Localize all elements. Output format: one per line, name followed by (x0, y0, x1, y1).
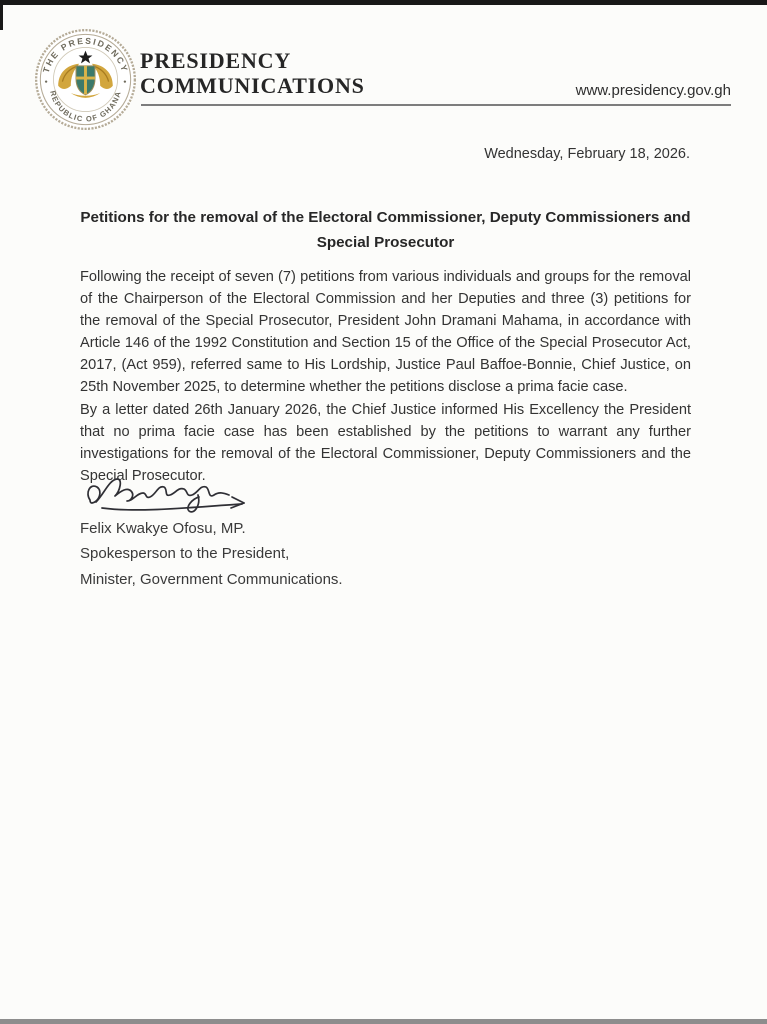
org-name-line1: PRESIDENCY (140, 48, 292, 73)
header-divider (141, 104, 731, 106)
photo-left-border (0, 0, 3, 30)
letter-paragraph-2: By a letter dated 26th January 2026, the Chief Justice informed His Excellency the President that no prima facie case has been established by the petitions to warrant any further investigations for the removal of the Electoral Commissioner, Deputy Commissioners and the Special Prosecutor. (80, 401, 691, 484)
seal-bottom-text: REPUBLIC OF GHANA (48, 89, 123, 124)
seal-top-text: THE PRESIDENCY (40, 35, 131, 74)
signatory-title-1: Spokesperson to the President, (80, 545, 290, 563)
letter-date: Wednesday, February 18, 2026. (484, 146, 690, 162)
letter-title: Petitions for the removal of the Electoral Commissioner, Deputy Commissioners and Special Prosecutor (80, 209, 691, 251)
signatory-block (80, 516, 343, 592)
ghana-presidency-seal-icon (33, 27, 138, 132)
org-name (140, 48, 365, 98)
website-url: www.presidency.gov.gh (575, 82, 731, 99)
photo-top-border (0, 0, 767, 5)
photo-bottom-border (0, 1019, 767, 1024)
org-name-line2: COMMUNICATIONS (140, 73, 365, 98)
signature-handwriting-icon (82, 466, 257, 520)
signatory-title-2: Minister, Government Communications. (80, 570, 343, 588)
letter-paragraph-1: Following the receipt of seven (7) petitions from various individuals and groups for the removal of the Chairperson of the Electoral Commission and her Deputies and three (3) petitions for the removal of the Special Prosecutor, President John Dramani Mahama, in accordance with Article 146 of the 1992 Constitution and Section 15 of the Office of the Special Prosecutor Act, 2017, (Act 959), referred same to His Lordship, Justice Paul Baffoe-Bonnie, Chief Justice, on 25th November 2025, to determine whether the petitions disclose a prima facie case. (80, 268, 691, 395)
signatory-name: Felix Kwakye Ofosu, MP. (80, 520, 246, 537)
